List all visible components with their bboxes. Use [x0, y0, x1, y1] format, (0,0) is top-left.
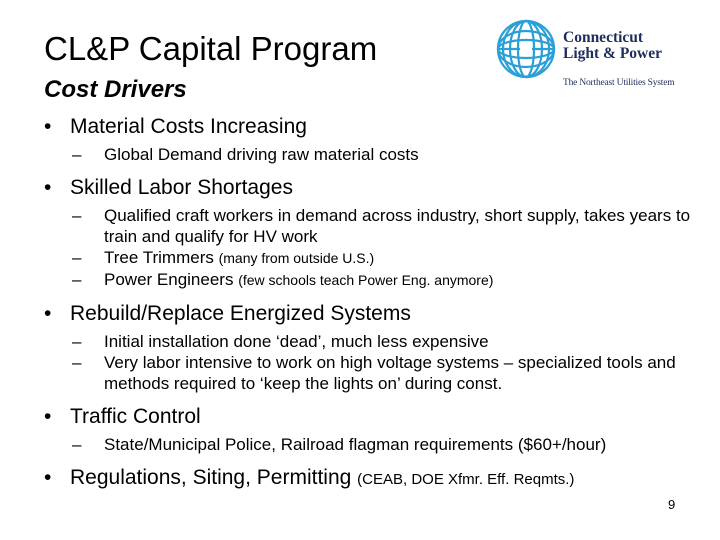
bullet-text: Regulations, Siting, Permitting: [70, 466, 358, 489]
bullet-note: (CEAB, DOE Xfmr. Eff. Reqmts.): [357, 471, 575, 488]
sub-bullet-item: [44, 144, 704, 165]
dash-icon: –: [72, 435, 82, 454]
bullet-item: [44, 465, 704, 493]
dash-icon: –: [72, 332, 82, 351]
sub-bullet-item: [44, 205, 704, 247]
slide-title: CL&P Capital Program: [44, 30, 378, 67]
bullet-text: Rebuild/Replace Energized Systems: [70, 302, 411, 325]
bullet-list: [44, 114, 704, 493]
sub-bullet-note: (few schools teach Power Eng. anymore): [238, 272, 494, 288]
dash-icon: –: [72, 248, 82, 267]
bullet-dot-icon: •: [44, 466, 52, 489]
dash-icon: –: [72, 270, 82, 289]
bullet-item: [44, 404, 704, 430]
bullet-dot-icon: •: [44, 302, 52, 325]
sub-bullet-item: [44, 434, 704, 455]
bullet-text: Traffic Control: [70, 405, 201, 428]
logo-tagline: The Northeast Utilities System: [563, 78, 675, 88]
sub-bullet-text: Power Engineers: [104, 270, 239, 289]
company-logo: [495, 18, 705, 98]
bullet-item: [44, 175, 704, 201]
bullet-dot-icon: •: [44, 115, 52, 138]
dash-icon: –: [72, 353, 82, 372]
bullet-dot-icon: •: [44, 176, 52, 199]
bullet-text: Skilled Labor Shortages: [70, 176, 293, 199]
bullet-dot-icon: •: [44, 405, 52, 428]
sub-bullet-item: [44, 269, 704, 291]
sub-bullet-text: Tree Trimmers: [104, 248, 219, 267]
sub-bullet-text: State/Municipal Police, Railroad flagman requirements ($60+/hour): [104, 435, 607, 454]
logo-name-line1: Connecticut: [563, 29, 644, 46]
sub-bullet-item: [44, 352, 704, 394]
sub-bullet-text: Qualified craft workers in demand across industry, short supply, takes years to train and qualify for HV work: [104, 206, 691, 246]
dash-icon: –: [72, 145, 82, 164]
sub-bullet-text: Global Demand driving raw material costs: [104, 145, 419, 164]
page-number: 9: [668, 497, 676, 512]
bullet-item: [44, 114, 704, 140]
globe-logo-icon: [495, 18, 557, 80]
logo-company-name: [563, 30, 662, 62]
sub-bullet-text: Initial installation done ‘dead’, much less expensive: [104, 332, 489, 351]
sub-bullet-item: [44, 331, 704, 352]
sub-bullet-note: (many from outside U.S.): [218, 250, 375, 266]
bullet-item: [44, 301, 704, 327]
logo-name-line2: Light & Power: [563, 45, 663, 62]
bullet-text: Material Costs Increasing: [70, 115, 307, 138]
slide-subtitle: Cost Drivers: [44, 76, 187, 103]
dash-icon: –: [72, 206, 82, 225]
sub-bullet-item: [44, 247, 704, 269]
sub-bullet-text: Very labor intensive to work on high voltage systems – specialized tools and methods required to ‘keep the lights on’ during const.: [104, 353, 676, 393]
